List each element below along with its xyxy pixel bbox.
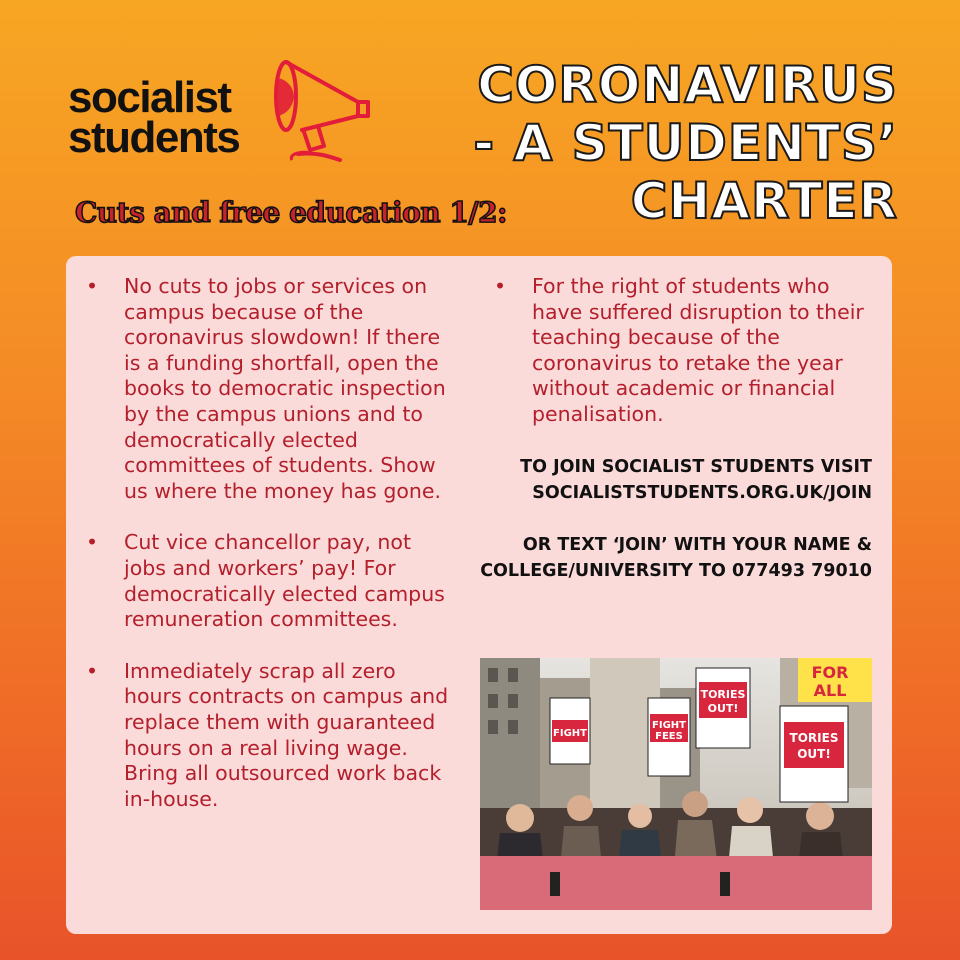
list-item xyxy=(494,274,874,428)
content-panel xyxy=(66,256,892,934)
svg-text:FEES: FEES xyxy=(655,731,683,742)
svg-text:OUT!: OUT! xyxy=(797,747,831,761)
logo-wordmark xyxy=(68,73,240,162)
title-line-3: CHARTER xyxy=(630,172,898,230)
megaphone-icon xyxy=(258,58,388,168)
socialist-students-logo xyxy=(68,58,368,168)
bullet-text: Immediately scrap all zero hours contracts on campus and replace them with guaranteed hours on a real living wage. Bring all outsourced work back in-house. xyxy=(124,658,449,811)
svg-text:FOR: FOR xyxy=(811,663,849,682)
svg-text:FIGHT: FIGHT xyxy=(553,728,587,739)
bullet-icon: • xyxy=(86,274,99,298)
bullet-icon: • xyxy=(494,274,507,298)
protest-photo-illustration xyxy=(480,658,872,910)
svg-text:TORIES: TORIES xyxy=(789,731,839,745)
bullet-text: Cut vice chancellor pay, not jobs and workers’ pay! For democratically elected campus remuneration committees. xyxy=(124,530,445,632)
title-line-2: - A STUDENTS’ xyxy=(473,114,898,172)
section-subtitle: Cuts and free education 1/2: xyxy=(75,196,507,229)
join-info xyxy=(456,454,872,610)
svg-text:ALL: ALL xyxy=(813,681,847,700)
join-visit xyxy=(456,454,872,506)
right-column xyxy=(494,274,874,454)
svg-text:TORIES: TORIES xyxy=(700,688,746,701)
title-line-1: CORONAVIRUS xyxy=(477,56,898,114)
join-line-1: TO JOIN SOCIALIST STUDENTS VISIT xyxy=(520,457,872,477)
logo-line-1: socialist xyxy=(68,73,231,122)
list-item xyxy=(86,530,456,632)
bullet-icon: • xyxy=(86,530,99,555)
logo-line-2: students xyxy=(68,113,240,162)
list-item xyxy=(86,659,456,813)
bullet-text: For the right of students who have suffered disruption to their teaching because of the coronavirus to retake the year without academic or financial penalisation. xyxy=(532,274,864,426)
protest-photo xyxy=(480,658,872,910)
left-column xyxy=(86,274,456,838)
bullet-icon: • xyxy=(86,658,99,683)
list-item xyxy=(86,274,456,504)
svg-text:OUT!: OUT! xyxy=(707,702,739,715)
join-text-instructions: OR TEXT ‘JOIN’ WITH YOUR NAME & COLLEGE/UNIVERSITY TO 077493 79010 xyxy=(480,535,872,581)
bullet-text: No cuts to jobs or services on campus because of the coronavirus slowdown! If there is a funding shortfall, open the books to democratic inspection by the campus unions and to democratically elected committees of students. Show us where the money has gone. xyxy=(124,274,446,503)
join-url[interactable]: SOCIALISTSTUDENTS.ORG.UK/JOIN xyxy=(532,483,872,503)
svg-text:FIGHT: FIGHT xyxy=(652,720,686,731)
